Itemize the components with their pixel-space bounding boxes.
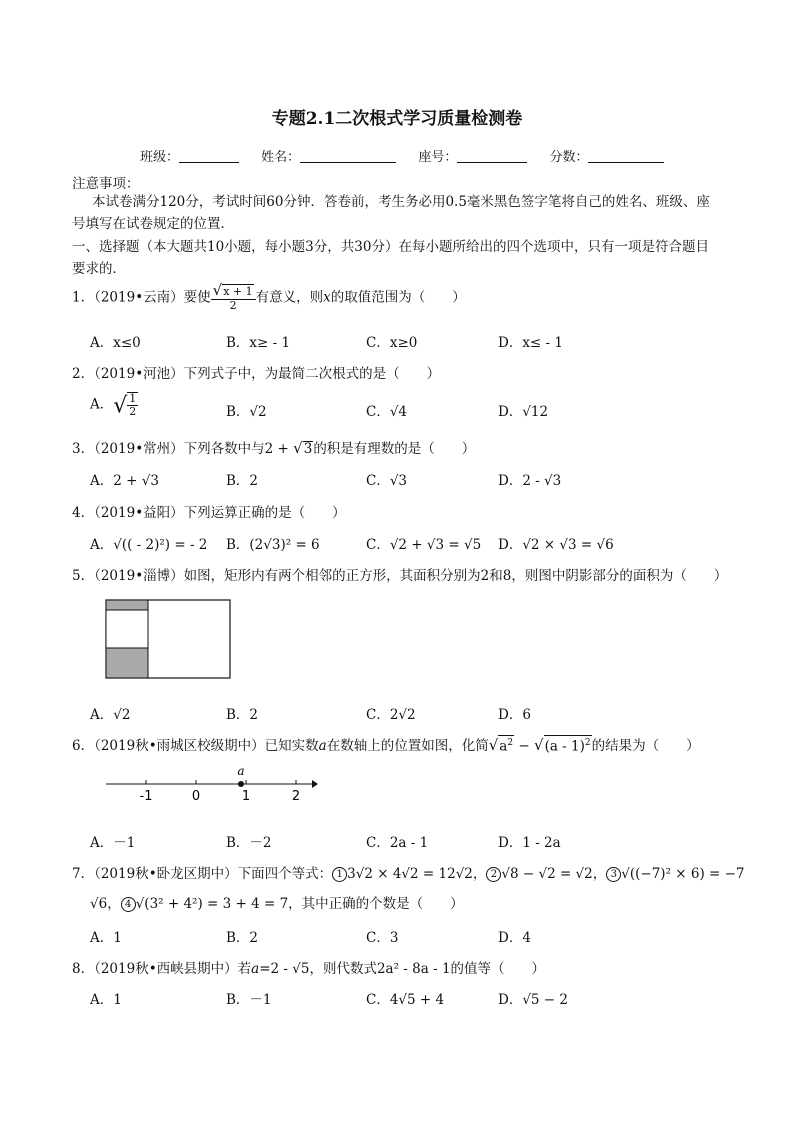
notice-heading: 注意事项： <box>72 176 140 192</box>
q2-opt-a-num: 1 <box>129 392 137 405</box>
q7-circle-4: 4 <box>121 897 136 912</box>
seat-field[interactable] <box>418 146 527 165</box>
q2-opt-a-den: 2 <box>129 405 137 418</box>
number-line-tick-label: 1 <box>241 789 251 804</box>
question-5-stem: 5．（2019•淄博）如图，矩形内有两个相邻的正方形，其面积分别为2和8，则图中阴影部分的面积为（ ） <box>72 568 728 584</box>
q8-option-c[interactable]: C．4√5 + 4 <box>366 992 445 1008</box>
question-4-stem: 4．（2019•益阳）下列运算正确的是（ ） <box>72 505 346 521</box>
q3-stem-a: 3．（2019•常州）下列各数中与2 + <box>72 441 294 457</box>
seat-label: 座号： <box>418 150 458 165</box>
q4-option-b[interactable]: B．(2√3)² = 6 <box>226 537 320 553</box>
q1-frac-den: 2 <box>229 299 237 312</box>
q5-top-shade <box>106 600 148 610</box>
q7-eq4: √(3² + 4²) = 3 + 4 = 7，其中正确的个数是（ ） <box>135 896 464 912</box>
q4-option-c[interactable]: C．√2 + √3 = √5 <box>366 537 482 553</box>
number-line-point-label: a <box>237 764 245 778</box>
q2-option-c[interactable]: C．√4 <box>366 404 408 420</box>
q7-line2-a: √6， <box>90 896 121 912</box>
q1-frac-num: x + 1 <box>223 285 253 298</box>
q2-option-a-label: A． <box>90 396 114 413</box>
page-title: 专题2.1二次根式学习质量检测卷 <box>271 109 523 129</box>
question-3-stem: 3．（2019•常州）下列各数中与2 + √3的积是有理数的是（ ） <box>72 439 476 457</box>
q7-option-c[interactable]: C．3 <box>366 930 399 946</box>
question-2-stem: 2．（2019•河池）下列式子中，为最简二次根式的是（ ） <box>72 366 441 382</box>
q7-circle-1: 1 <box>332 867 347 882</box>
q6-stem-b: 在数轴上的位置如图，化简 <box>326 738 489 754</box>
q2-option-d[interactable]: D．√12 <box>498 404 549 420</box>
q6-stem-c: 的结果为（ ） <box>591 738 700 754</box>
q4-option-a[interactable]: A．√(( - 2)²) = - 2 <box>90 537 208 553</box>
number-line-tick-label: -1 <box>139 789 153 804</box>
q1-stem-b: 有意义，则 <box>255 289 324 306</box>
q6-var: a <box>318 738 327 754</box>
q7-circle-2: 2 <box>486 867 501 882</box>
name-field[interactable] <box>261 146 396 165</box>
q8-var: a <box>251 961 260 977</box>
number-line-tick-label: 0 <box>191 789 201 804</box>
q5-small-square <box>106 610 148 648</box>
q1-fraction: $\frac{√x + 1}{2}$ <box>211 284 256 312</box>
q3-stem-rad: 3 <box>303 441 313 457</box>
q6-stem-a: 6．（2019秋•雨城区校级期中）已知实数 <box>72 738 319 754</box>
name-blank[interactable] <box>300 148 396 163</box>
score-blank[interactable] <box>588 148 664 163</box>
q7-eq1: 3√2 × 4√2 = 12√2， <box>347 866 487 882</box>
q6-option-d[interactable]: D．1 - 2a <box>498 835 561 851</box>
question-8-stem <box>72 957 545 977</box>
notice-body: 本试卷满分120分，考试时间60分钟．答卷前，考生务必用0.5毫米黑色签字笔将自己的姓名、班级、座号填写在试卷规定的位置． <box>72 194 710 232</box>
q8-stem-a: 8．（2019秋•西峡县期中）若 <box>72 961 252 977</box>
q6-number-line <box>104 762 324 806</box>
q1-option-c[interactable]: C．x≥0 <box>366 335 418 351</box>
q6-option-b[interactable]: B．－2 <box>226 835 272 851</box>
question-7-line2 <box>90 892 464 912</box>
class-label: 班级： <box>140 150 180 165</box>
q7-stem-a: 7．（2019秋•卧龙区期中）下面四个等式： <box>72 866 333 882</box>
q5-bottom-shade <box>106 648 148 678</box>
q5-rectangle-figure <box>104 598 234 682</box>
class-field[interactable] <box>140 146 239 165</box>
class-blank[interactable] <box>179 148 239 163</box>
number-line-tick-label: 2 <box>291 789 301 804</box>
q2-option-a[interactable]: A．√ $\frac{1}{2}$ <box>90 392 137 419</box>
q6-rad-1: $a^2$ <box>498 735 514 754</box>
q7-option-a[interactable]: A．1 <box>90 930 122 946</box>
q6-option-c[interactable]: C．2a - 1 <box>366 835 429 851</box>
question-7-stem <box>72 862 745 882</box>
q1-option-d[interactable]: D．x≤ - 1 <box>498 335 563 351</box>
section-heading: 一、选择题（本大题共10小题，每小题3分，共30分）在每小题所给出的四个选项中，只有一项是符合题目要求的． <box>72 239 709 277</box>
q5-option-c[interactable]: C．2√2 <box>366 707 416 723</box>
q5-option-d[interactable]: D．6 <box>498 707 531 723</box>
q7-eq3: √((−7)² × 6) = −7 <box>621 866 745 882</box>
q1-option-b[interactable]: B．x≥ - 1 <box>226 335 291 351</box>
q1-stem-a: 1．（2019•云南）要使 <box>72 289 211 306</box>
name-label: 姓名： <box>261 150 301 165</box>
q1-stem-c: 的取值范围为（ ） <box>330 289 466 306</box>
question-1-stem <box>72 281 466 312</box>
q6-rad-2: (a - 1)$^2$ <box>544 735 592 754</box>
q8-option-b[interactable]: B．－1 <box>226 992 272 1008</box>
q5-option-b[interactable]: B．2 <box>226 707 259 723</box>
q6-option-a[interactable]: A．－1 <box>90 835 136 851</box>
q8-option-d[interactable]: D．√5 − 2 <box>498 992 568 1008</box>
q1-option-a[interactable]: A．x≤0 <box>90 335 141 351</box>
question-6-stem: 6．（2019秋•雨城区校级期中）已知实数a在数轴上的位置如图，化简$√a^2 - √(a - 1)^2$的结果为（ ） <box>72 736 700 754</box>
q7-option-b[interactable]: B．2 <box>226 930 259 946</box>
q8-stem-b: =2 - √5，则代数式2a² - 8a - 1的值等（ ） <box>259 961 546 977</box>
q3-option-b[interactable]: B．2 <box>226 473 259 489</box>
q7-option-d[interactable]: D．4 <box>498 930 531 946</box>
q3-option-a[interactable]: A．2 + √3 <box>90 473 159 489</box>
number-line-point <box>238 781 244 787</box>
score-label: 分数： <box>549 150 589 165</box>
q3-stem-b: 的积是有理数的是（ ） <box>313 441 476 457</box>
q7-eq2: √8 − √2 = √2， <box>501 866 607 882</box>
q7-circle-3: 3 <box>606 867 621 882</box>
q4-option-d[interactable]: D．√2 × √3 = √6 <box>498 537 614 553</box>
score-field[interactable] <box>549 146 664 165</box>
student-info-line <box>140 146 682 165</box>
q2-option-b[interactable]: B．√2 <box>226 404 267 420</box>
number-line-arrow <box>312 780 318 788</box>
q8-option-a[interactable]: A．1 <box>90 992 122 1008</box>
q3-option-c[interactable]: C．√3 <box>366 473 408 489</box>
q1-var: x <box>323 289 331 306</box>
seat-blank[interactable] <box>457 148 527 163</box>
q3-option-d[interactable]: D．2 - √3 <box>498 473 562 489</box>
q5-option-a[interactable]: A．√2 <box>90 707 131 723</box>
